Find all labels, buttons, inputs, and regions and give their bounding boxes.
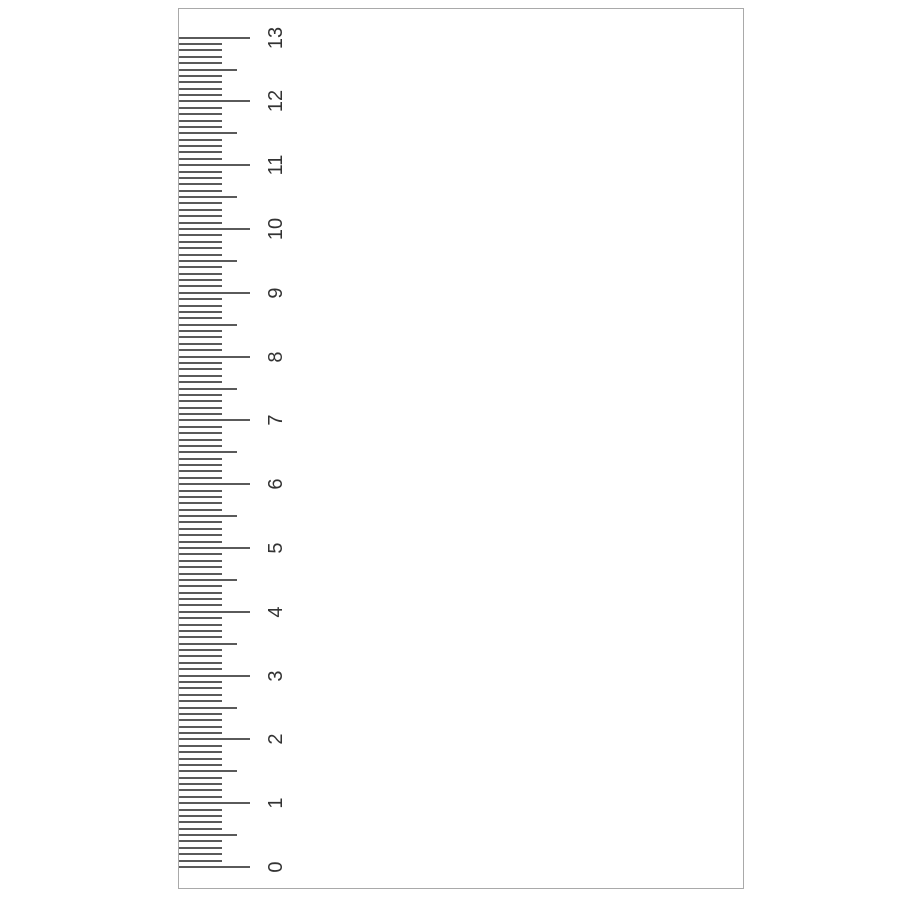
- ruler-tick-major-6: [179, 483, 250, 485]
- ruler-tick-minor: [179, 247, 222, 249]
- ruler-tick-minor: [179, 298, 222, 300]
- ruler-tick-minor: [179, 215, 222, 217]
- ruler-tick-minor: [179, 426, 222, 428]
- ruler-tick-half: [179, 324, 237, 326]
- ruler-tick-minor: [179, 745, 222, 747]
- ruler-tick-minor: [179, 655, 222, 657]
- ruler-tick-minor: [179, 343, 222, 345]
- ruler-tick-minor: [179, 617, 222, 619]
- ruler-tick-half: [179, 388, 237, 390]
- ruler-tick-half: [179, 770, 237, 772]
- ruler-tick-minor: [179, 107, 222, 109]
- ruler-tick-minor: [179, 777, 222, 779]
- ruler-tick-minor: [179, 668, 222, 670]
- ruler-tick-minor: [179, 694, 222, 696]
- ruler-tick-minor: [179, 407, 222, 409]
- ruler-tick-minor: [179, 88, 222, 90]
- ruler-tick-minor: [179, 751, 222, 753]
- ruler-tick-minor: [179, 177, 222, 179]
- ruler-tick-half: [179, 451, 237, 453]
- ruler-tick-major-4: [179, 611, 250, 613]
- ruler-tick-minor: [179, 336, 222, 338]
- ruler-tick-minor: [179, 815, 222, 817]
- ruler-tick-minor: [179, 534, 222, 536]
- ruler-tick-minor: [179, 56, 222, 58]
- ruler-tick-half: [179, 196, 237, 198]
- ruler-tick-minor: [179, 62, 222, 64]
- ruler-tick-minor: [179, 394, 222, 396]
- ruler-tick-minor: [179, 317, 222, 319]
- ruler-tick-minor: [179, 330, 222, 332]
- ruler-tick-minor: [179, 758, 222, 760]
- ruler-tick-minor: [179, 592, 222, 594]
- ruler-tick-minor: [179, 158, 222, 160]
- ruler-tick-minor: [179, 796, 222, 798]
- ruler-tick-minor: [179, 821, 222, 823]
- ruler-tick-minor: [179, 368, 222, 370]
- ruler-tick-minor: [179, 719, 222, 721]
- ruler-tick-minor: [179, 604, 222, 606]
- ruler-number-4: 4: [264, 606, 287, 618]
- ruler-tick-minor: [179, 598, 222, 600]
- ruler-tick-minor: [179, 458, 222, 460]
- ruler-tick-minor: [179, 273, 222, 275]
- ruler-number-3: 3: [264, 670, 287, 682]
- ruler-tick-major-5: [179, 547, 250, 549]
- ruler-tick-major-10: [179, 228, 250, 230]
- ruler-tick-half: [179, 643, 237, 645]
- ruler-tick-half: [179, 579, 237, 581]
- ruler-tick-minor: [179, 789, 222, 791]
- ruler-tick-minor: [179, 553, 222, 555]
- ruler-tick-minor: [179, 853, 222, 855]
- ruler-tick-minor: [179, 120, 222, 122]
- ruler-number-2: 2: [264, 733, 287, 745]
- ruler-tick-minor: [179, 700, 222, 702]
- ruler-tick-minor: [179, 496, 222, 498]
- ruler-tick-minor: [179, 713, 222, 715]
- ruler-tick-minor: [179, 783, 222, 785]
- ruler-tick-major-11: [179, 164, 250, 166]
- ruler-tick-minor: [179, 305, 222, 307]
- ruler-tick-minor: [179, 521, 222, 523]
- ruler-tick-minor: [179, 279, 222, 281]
- ruler-number-8: 8: [264, 351, 287, 363]
- ruler-tick-minor: [179, 209, 222, 211]
- ruler-tick-minor: [179, 573, 222, 575]
- ruler-tick-minor: [179, 828, 222, 830]
- ruler-number-5: 5: [264, 542, 287, 554]
- ruler-tick-half: [179, 132, 237, 134]
- ruler-tick-minor: [179, 43, 222, 45]
- ruler-tick-minor: [179, 470, 222, 472]
- ruler-tick-minor: [179, 840, 222, 842]
- ruler-tick-minor: [179, 624, 222, 626]
- ruler-tick-major-2: [179, 738, 250, 740]
- ruler-tick-minor: [179, 528, 222, 530]
- ruler-number-13: 13: [264, 26, 287, 49]
- ruler-tick-minor: [179, 400, 222, 402]
- ruler-number-6: 6: [264, 478, 287, 490]
- ruler-tick-minor: [179, 860, 222, 862]
- ruler-tick-minor: [179, 585, 222, 587]
- ruler-tick-minor: [179, 764, 222, 766]
- ruler-tick-minor: [179, 445, 222, 447]
- ruler-number-0: 0: [264, 861, 287, 873]
- ruler-tick-minor: [179, 222, 222, 224]
- ruler-tick-minor: [179, 662, 222, 664]
- ruler-tick-minor: [179, 94, 222, 96]
- ruler-tick-minor: [179, 311, 222, 313]
- ruler-tick-minor: [179, 266, 222, 268]
- ruler-tick-minor: [179, 809, 222, 811]
- ruler-number-9: 9: [264, 287, 287, 299]
- ruler-tick-minor: [179, 151, 222, 153]
- ruler-tick-minor: [179, 183, 222, 185]
- ruler-tick-minor: [179, 847, 222, 849]
- ruler-number-11: 11: [264, 154, 287, 176]
- ruler-tick-minor: [179, 636, 222, 638]
- ruler-tick-minor: [179, 687, 222, 689]
- ruler-tick-half: [179, 707, 237, 709]
- ruler-tick-minor: [179, 541, 222, 543]
- ruler-tick-minor: [179, 362, 222, 364]
- ruler-tick-minor: [179, 490, 222, 492]
- ruler-tick-minor: [179, 649, 222, 651]
- ruler-tick-minor: [179, 81, 222, 83]
- ruler-tick-half: [179, 834, 237, 836]
- ruler-number-10: 10: [264, 217, 287, 241]
- ruler-tick-minor: [179, 349, 222, 351]
- ruler-tick-minor: [179, 375, 222, 377]
- ruler-tick-major-0: [179, 866, 250, 868]
- ruler-tick-minor: [179, 560, 222, 562]
- ruler-tick-minor: [179, 171, 222, 173]
- ruler-tick-major-7: [179, 419, 250, 421]
- ruler-tick-major-9: [179, 292, 250, 294]
- ruler-tick-minor: [179, 190, 222, 192]
- ruler-tick-major-13: [179, 37, 250, 39]
- ruler-tick-half: [179, 515, 237, 517]
- ruler-tick-half: [179, 260, 237, 262]
- ruler-tick-minor: [179, 630, 222, 632]
- ruler-tick-minor: [179, 126, 222, 128]
- ruler-tick-minor: [179, 241, 222, 243]
- ruler-tick-minor: [179, 732, 222, 734]
- ruler-tick-minor: [179, 502, 222, 504]
- ruler-tick-minor: [179, 439, 222, 441]
- ruler-tick-minor: [179, 413, 222, 415]
- ruler-tick-minor: [179, 113, 222, 115]
- ruler-number-12: 12: [264, 90, 287, 113]
- ruler-tick-minor: [179, 285, 222, 287]
- ruler-tick-half: [179, 69, 237, 71]
- ruler-tick-minor: [179, 49, 222, 51]
- ruler-number-1: 1: [264, 797, 287, 809]
- ruler-tick-major-12: [179, 100, 250, 102]
- ruler-tick-minor: [179, 681, 222, 683]
- ruler-number-7: 7: [264, 414, 287, 426]
- ruler-tick-minor: [179, 464, 222, 466]
- ruler-tick-major-3: [179, 675, 250, 677]
- ruler-tick-minor: [179, 145, 222, 147]
- ruler-tick-minor: [179, 432, 222, 434]
- ruler-tick-minor: [179, 509, 222, 511]
- ruler-tick-minor: [179, 202, 222, 204]
- ruler-tick-minor: [179, 139, 222, 141]
- ruler-tick-minor: [179, 254, 222, 256]
- ruler-tick-minor: [179, 234, 222, 236]
- ruler: [178, 8, 744, 889]
- ruler-tick-minor: [179, 726, 222, 728]
- ruler-tick-minor: [179, 75, 222, 77]
- ruler-tick-minor: [179, 381, 222, 383]
- ruler-tick-minor: [179, 566, 222, 568]
- ruler-tick-minor: [179, 477, 222, 479]
- ruler-tick-major-1: [179, 802, 250, 804]
- ruler-tick-major-8: [179, 356, 250, 358]
